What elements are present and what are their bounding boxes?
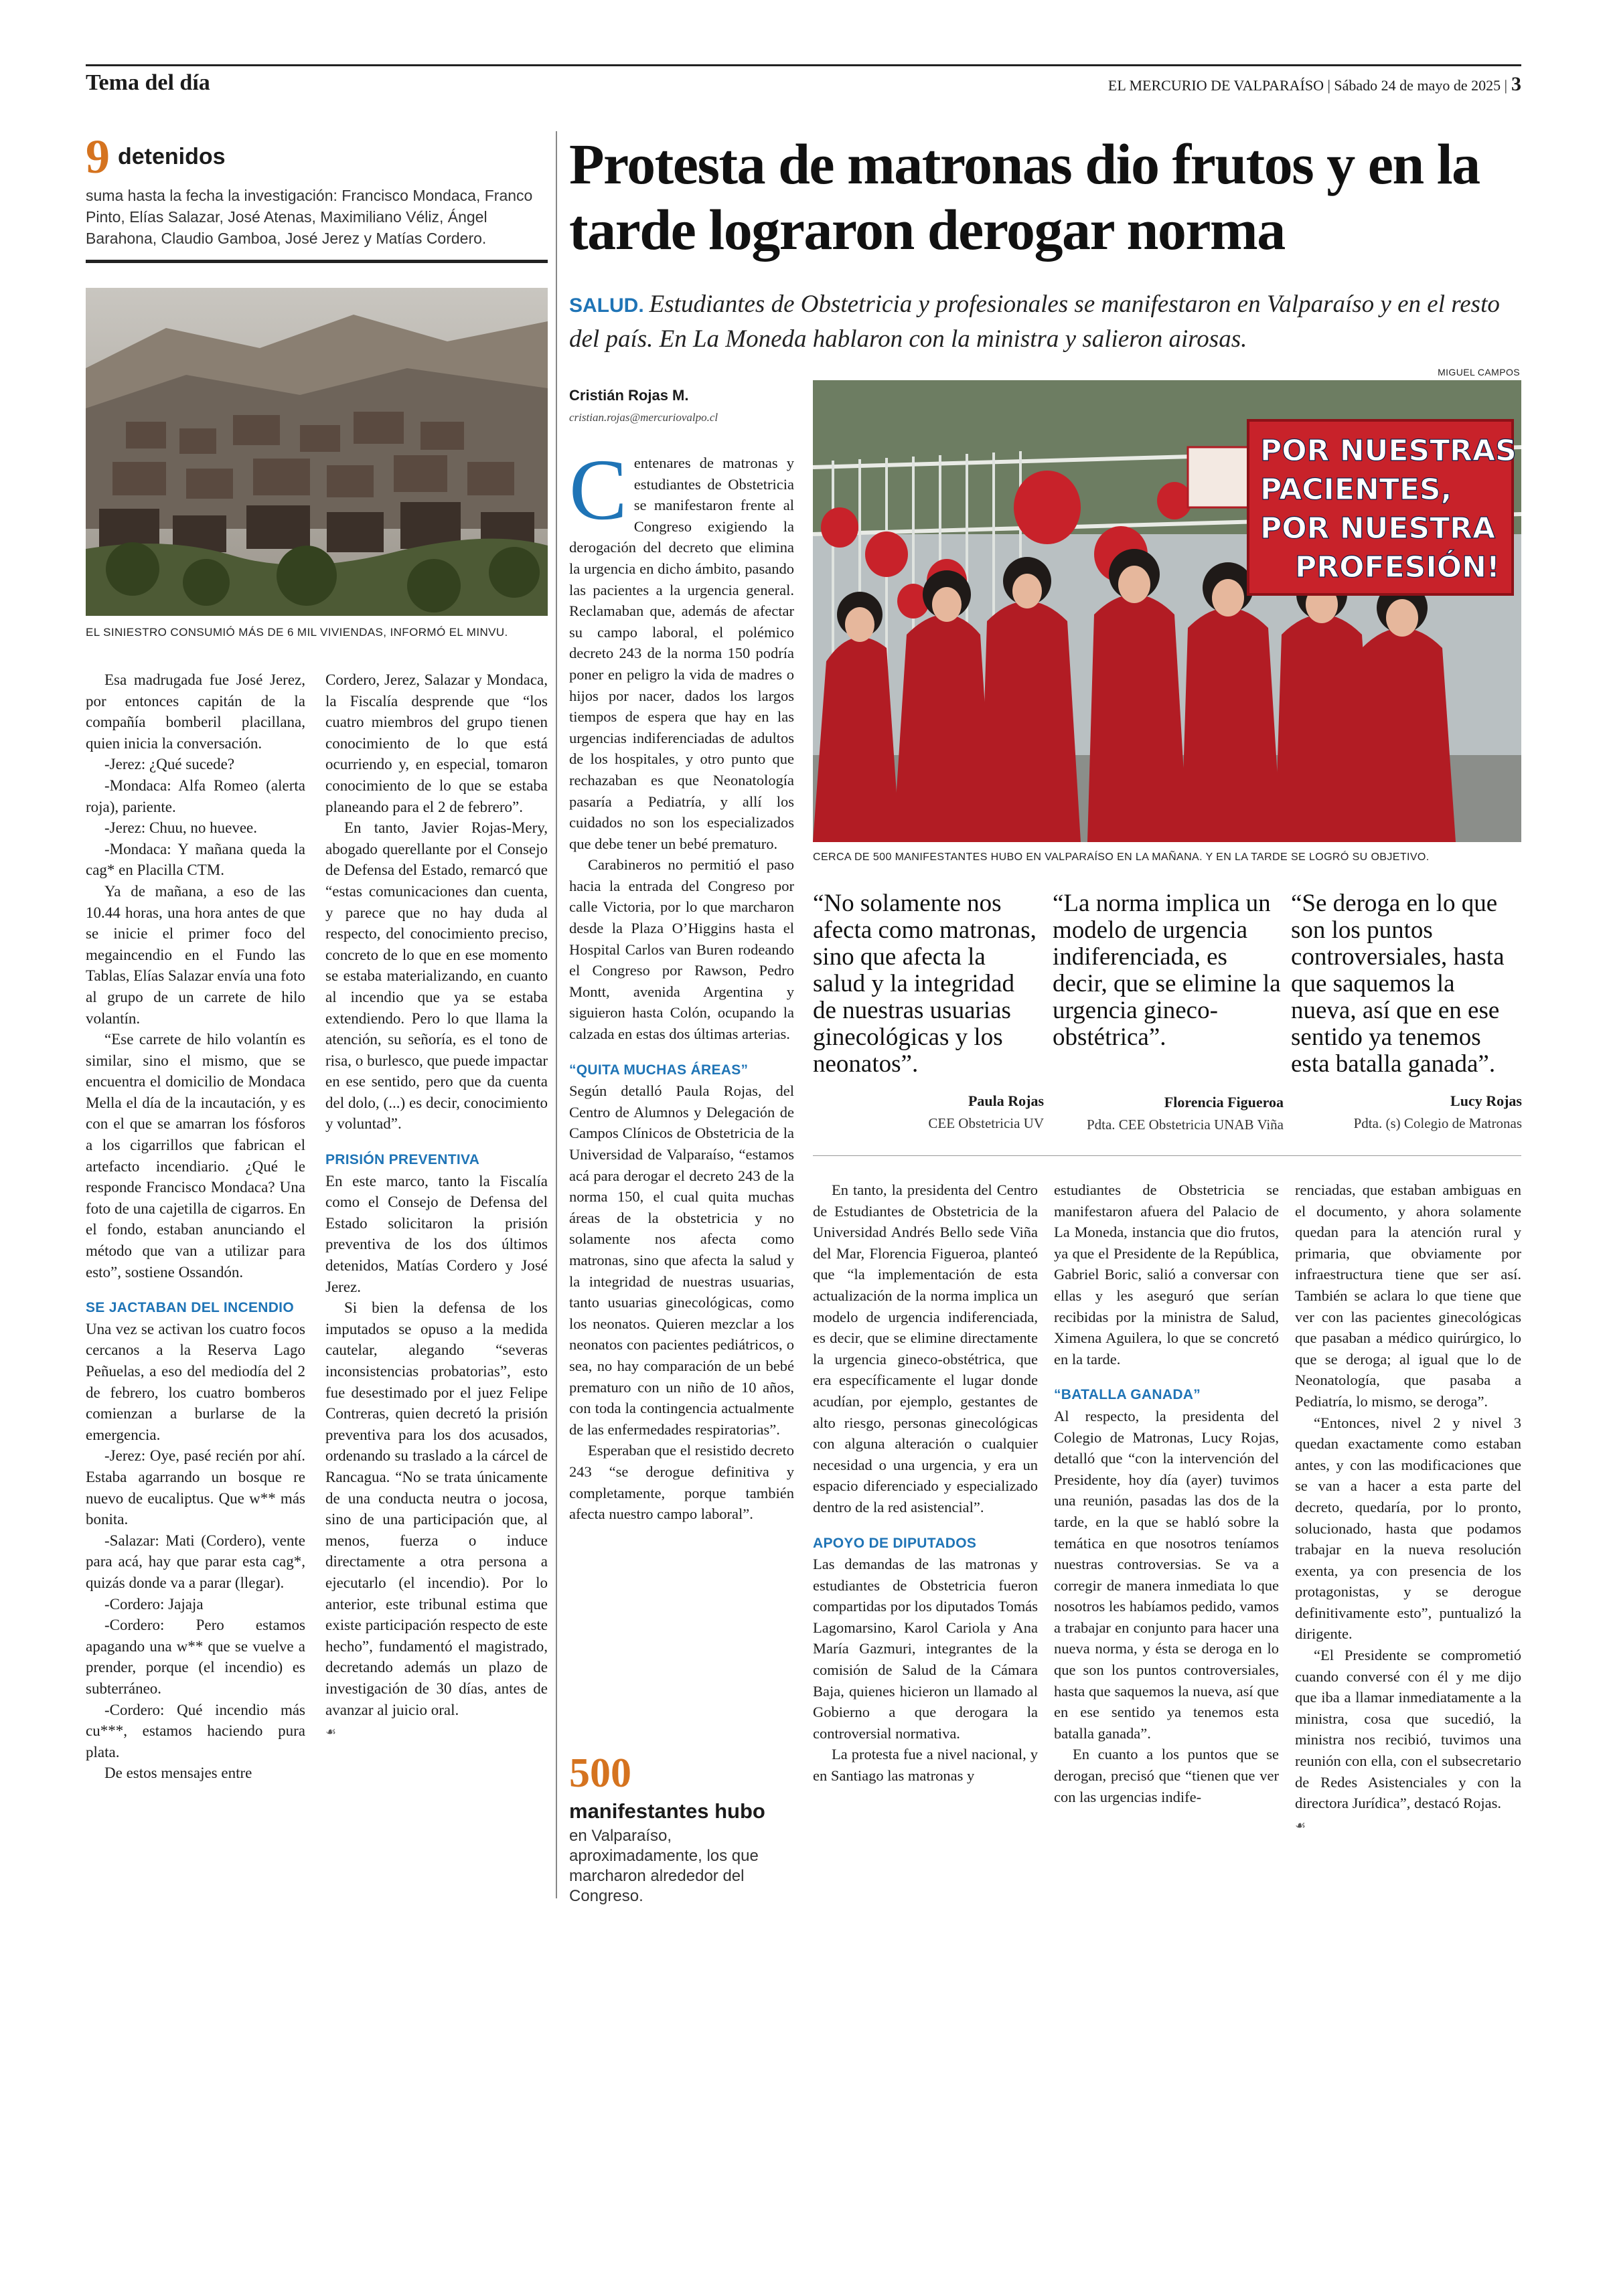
stat-number: 9 [86,130,110,183]
subhead: “BATALLA GANADA” [1054,1387,1201,1403]
section-label: Tema del día [86,70,210,95]
fire-photo-caption: EL SINIESTRO CONSUMIÓ MÁS DE 6 MIL VIVIENDAS, INFORMÓ EL MINVU. [86,626,508,639]
paragraph: En tanto, Javier Rojas-Mery, abogado querellante por el Consejo de Defensa del Estado, remarcó que “estas comunicaciones dan cuenta, y parece que no hay duda al respecto, del conocimiento preciso, concreto de lo que en ese momento se estaba materializando, en cuanto al incendio que ya se estaba extendiendo. Pero lo que llama la atención, su señoría, es el tono de risa, o burlesco, que puede impactar en ese sentido, pero que da cuenta del dolo, (...) es decir, conocimiento y voluntad”. [325,819,548,1133]
main-story-col2 [813,1179,1038,1787]
fact-box-500 [569,1752,797,1906]
sidebar-rule [86,260,548,263]
quote-name: Paula Rojas [968,1092,1044,1109]
paragraph: En cuanto a los puntos que se derogan, precisó que “tienen que ver con las urgencias indife- [1054,1746,1279,1805]
quote-name: Florencia Figueroa [1164,1094,1284,1111]
quote-role: Pdta. (s) Colegio de Matronas [1353,1115,1522,1131]
quote-rule [813,1155,1521,1156]
photo-credit: MIGUEL CAMPOS [1438,367,1520,378]
paragraph: -Salazar: Mati (Cordero), vente para acá, hay que parar esta cag*, quizás donde va a parar (llegar). [86,1532,305,1591]
paragraph: “Entonces, nivel 2 y nivel 3 quedan exactamente como estaban antes, y con las modificaciones que se van a hacer a esta parte del decreto, quedaría, por lo pronto, solucionado, hasta que podamos trabajar en la nueva resolución exenta, ya con presencia de los protagonistas, y se derogue definitivamente esto”, puntualizó la dirigente. [1295,1414,1521,1643]
main-story-col4 [1295,1179,1521,1836]
page-number: 3 [1511,73,1521,95]
paragraph: Según detalló Paula Rojas, del Centro de Alumnos y Delegación de Campos Clínicos de Obstetricia de la Universidad de Valparaíso, “estamos acá para derogar el decreto 243 de la norma 150, el cual quita muchas áreas de la obstetricia y no solamente nos afecta como matronas, sino que afecta la salud y la integridad de nuestras usuarias, tanto usuarias ginecológicas, como los neonatos. Quieren mezclar a los neonatos con pacientes pediátricos, o sea, no hay comparación de un bebé prematuro con un niño de 10 años, con toda la contingencia actualmente de las enfermedades respiratorias”. [569,1082,794,1438]
paragraph: Ya de mañana, a eso de las 10.44 horas, una hora antes de que se inicie el primer foco del megaincendio en el Fundo las Tablas, Elías Salazar envía una foto al grupo de un carrete de hilo volantín. [86,882,305,1027]
protest-photo-caption: CERCA DE 500 MANIFESTANTES HUBO EN VALPARAÍSO EN LA MAÑANA. Y EN LA TARDE SE LOGRÓ SU OBJETIVO. [813,851,1430,863]
byline-name: Cristián Rojas M. [569,387,689,404]
page-header [86,64,1521,101]
stat-text: suma hasta la fecha la investigación: Francisco Mondaca, Franco Pinto, Elías Salazar, José Atenas, Maximiliano Véliz, Ángel Barahona, Claudio Gamboa, José Jerez y Matías Cordero. [86,187,533,247]
fact-text: en Valparaíso, aproximadamente, los que marcharon alrededor del Congreso. [569,1827,759,1905]
paragraph: Las demandas de las matronas y estudiantes de Obstetricia fueron compartidas por los diputados Tomás Lagomarsino, Karol Cariola y Ana María Gazmuri, integrantes de la comisión de Salud de la Cámara Baja, quienes hicieron un llamado al Gobierno a que derogara la controversial normativa. [813,1556,1038,1742]
paragraph: -Mondaca: Y mañana queda la cag* en Placilla CTM. [86,840,305,879]
stat-label: detenidos [118,143,226,169]
pull-quote-3 [1291,890,1522,1132]
main-deck [569,288,1520,356]
deck-text: Estudiantes de Obstetricia y profesionales se manifestaron en Valparaíso y en el resto del país. En La Moneda hablaron con la ministra y salieron airosas. [569,291,1500,353]
lead-text: entenares de matronas y estudiantes de Obstetricia se manifestaron frente al Congreso exigiendo la derogación del decreto que elimina la urgencia en dicho ámbito, pasando las pacientes a la urgencia general. Reclamaban que, además de afectar su campo laboral, el polémico decreto 243 de la norma 150 podría poner en peligro la vida de madres o hijos por nacer, dados los largos tiempos de espera que hay en las urgencias indiferenciadas de adultos de los hospitales, y otro punto que rechazaban es que Neonatología pasaría a Pediatría, y allí los cuidados no son los especializados que debe tener un bebé prematuro. [569,455,794,852]
banner-line-1: POR NUESTRAS [1260,434,1517,468]
main-story-col3 [1054,1179,1279,1807]
paragraph: Cordero, Jerez, Salazar y Mondaca, la Fiscalía desprende que “los cuatro miembros del grupo tienen conocimiento de lo que está ocurriendo y, en especial, tomaron conocimiento de lo que se estaba planeando para el 2 de febrero”. [325,671,548,815]
paragraph: De estos mensajes entre [104,1765,252,1782]
paragraph: -Mondaca: Alfa Romeo (alerta roja), pariente. [86,776,305,815]
quote-text: “No solamente nos afecta como matronas, sino que afecta la salud y la integridad de nuestras usuarias ginecológicas y los neonatos”. [813,890,1037,1078]
paragraph: -Cordero: Pero estamos apagando una w** que se vuelve a prender, porque (el incendio) es subterráneo. [86,1617,305,1697]
running-head [1108,73,1521,96]
paragraph: En este marco, tanto la Fiscalía como el Consejo de Defensa del Estado solicitaron la prisión preventiva de los dos últimos detenidos, Matías Cordero y José Jerez. [325,1172,548,1295]
banner-line-4: PROFESIÓN! [1295,550,1501,584]
left-story-col2 [325,669,548,1743]
paragraph: -Jerez: ¿Qué sucede? [104,756,235,773]
pull-quote-2 [1053,890,1284,1133]
paragraph: Esperaban que el resistido decreto 243 “se derogue definitiva y completamente, porque también afecta nuestro campo laboral”. [569,1442,794,1523]
quote-text: “Se deroga en lo que son los puntos controversiales, hasta que saquemos la nueva, así que en ese sentido ya tenemos esta batalla ganada”. [1291,890,1505,1078]
paragraph: Una vez se activan los cuatro focos cercanos a la Reserva Lago Peñuelas, a eso del mediodía del 2 de febrero, los cuatro bomberos comienzan a burlarse de la emergencia. [86,1320,305,1443]
paragraph: -Cordero: Jajaja [104,1595,204,1613]
quote-text: “La norma implica un modelo de urgencia indiferenciada, es decir, que se elimine la urgencia gineco-obstétrica”. [1053,890,1281,1051]
paragraph: Al respecto, la presidenta del Colegio de Matronas, Lucy Rojas, detalló que “con la intervención del Presidente, hoy día (ayer) tuvimos una reunión, pasadas las dos de la tarde, en la que se habló sobre la temática en que nosotros teníamos nuestras controversias. Se va a corregir de manera inmediata lo que nosotros les habíamos pedido, vamos a trabajar en conjunto para hacer una nueva norma, y ésta se deroga en lo que son los puntos controversiales, hasta que saquemos la nueva, así que en ese sentido ya tenemos esta batalla ganada”. [1054,1407,1279,1742]
protest-photo [813,380,1521,842]
deck-tag: SALUD. [569,295,644,317]
paragraph: Carabineros no permitió el paso hacia la entrada del Congreso por calle Victoria, por lo que marcharon desde la Plaza O’Higgins hasta el Hospital Carlos van Buren rodeando el Congreso por Rawson, Pedro Montt, avenida Argentina y siguieron hasta Colón, ocupando la calzada en estas dos últimas arterias. [569,856,794,1043]
subhead: APOYO DE DIPUTADOS [813,1535,977,1551]
banner-line-3: POR NUESTRA [1260,511,1496,546]
banner-line-2: PACIENTES, [1260,473,1452,507]
column-divider [556,131,557,1898]
byline-email: cristian.rojas@mercuriovalpo.cl [569,411,718,424]
paragraph: renciadas, que estaban ambiguas en el documento, y ahora solamente quedan para la atención rural y primaria, que obviamente por infraestructura tiene que ser así. También se aclara lo que tiene que ver con las pacientes ginecológicas que pasaban a médico quirúrgico, lo que se deroga; al igual que lo de Neonatología, que pasaba a Pediatría, lo mismo, se deroga”. [1295,1181,1521,1410]
paragraph: -Cordero: Qué incendio más cu***, estamos haciendo pura plata. [86,1701,305,1760]
end-mark: ☙ [1295,1818,1306,1833]
quote-name: Lucy Rojas [1450,1092,1522,1109]
fact-number: 500 [569,1750,631,1796]
paragraph: estudiantes de Obstetricia se manifestaron afuera del Palacio de La Moneda, instancia que dio frutos, ya que el Presidente de la República, Gabriel Boric, salió a conversar con ellas y les aseguró que serían recibidas por la ministra de Salud, Ximena Aguilera, lo que se concretó en la tarde. [1054,1181,1279,1368]
left-story-col1 [86,669,305,1784]
byline [569,387,770,424]
paragraph: La protesta fue a nivel nacional, y en Santiago las matronas y [813,1746,1038,1785]
paragraph: “Ese carrete de hilo volantín es similar, sino el mismo, que se encuentra el domicilio de Mondaca Mella el día de la incautación, y es con el que se amarran los fósforos a los cigarrillos que fabrican el artefacto incendiario. ¿Qué le responde Francisco Mondaca? Una foto de una cajetilla de cigarros. En el fondo, estaban anunciando el método que van a utilizar para esto”, sostiene Ossandón. [86,1031,305,1281]
quote-role: Pdta. CEE Obstetricia UNAB Viña [1086,1117,1284,1133]
drop-cap: C [569,442,627,538]
paragraph: En tanto, la presidenta del Centro de Estudiantes de Obstetricia de la Universidad Andrés Bello sede Viña del Mar, Florencia Figueroa, planteó que “la implementación de esta actualización de la norma implica un modelo de urgencia indiferenciada, es decir, que se elimine directamente la urgencia gineco-obstétrica, que era específicamente el lugar donde acudían, por ejemplo, gestantes de alto riesgo, personas ginecológicas con alguna alteración o cualquier necesidad o una urgencia, y era un espacio diferenciado y especializado dentro de la red asistencial”. [813,1181,1038,1515]
subhead: PRISIÓN PREVENTIVA [325,1152,480,1168]
subhead: SE JACTABAN DEL INCENDIO [86,1300,294,1316]
protest-photo-illustration [813,380,1521,842]
fire-photo-illustration [86,288,548,616]
end-mark: ☙ [325,1725,337,1740]
main-story-col1 [569,442,794,1525]
paragraph: Si bien la defensa de los imputados se opuso a la medida cautelar, alegando “severas inconsistencias probatorias”, esto fue desestimado por el juez Felipe Contreras, quien decretó la prisión preventiva para los dos acusados, ordenando su traslado a la cárcel de Rancagua. “No se trata únicamente de una conducta neutra o jocosa, sino de una participación que, al menos, fuerza o induce directamente a otra persona a ejecutarlo (el incendio). Por lo anterior, este tribunal estima que existe participación respecto de este hecho”, fundamentó el magistrado, decretando además un plazo de investigación de 30 días, antes de avanzar al juicio oral. [325,1299,548,1718]
fire-photo [86,288,548,616]
paragraph: -Jerez: Oye, pasé recién por ahí. Estaba agarrando un bosque re nuevo de eucaliptus. Que w** más bonita. [86,1447,305,1528]
paragraph: Esa madrugada fue José Jerez, por entonces capitán de la compañía bomberil placillana, quien inicia la conversación. [86,671,305,752]
sidebar-stat [86,130,548,249]
running-head-text: EL MERCURIO DE VALPARAÍSO | Sábado 24 de mayo de 2025 | [1107,77,1507,94]
pull-quote-1 [813,890,1044,1132]
subhead: “QUITA MUCHAS ÁREAS” [569,1062,749,1078]
paragraph: -Jerez: Chuu, no huevee. [104,819,258,837]
paragraph: “El Presidente se comprometió cuando conversé con él y me dijo que iba a llamar inmediatamente a la ministra, cosa que sucedió, la ministra nos recibió, tuvimos una reunión con ella, con el subsecretario de Redes Asistenciales y con la directora Jurídica”, destacó Rojas. [1295,1647,1521,1812]
fact-label: manifestantes hubo [569,1799,765,1823]
lead-paragraph [569,442,794,854]
main-headline: Protesta de matronas dio frutos y en la tarde lograron derogar norma [569,132,1480,262]
quote-role: CEE Obstetricia UV [928,1115,1044,1131]
